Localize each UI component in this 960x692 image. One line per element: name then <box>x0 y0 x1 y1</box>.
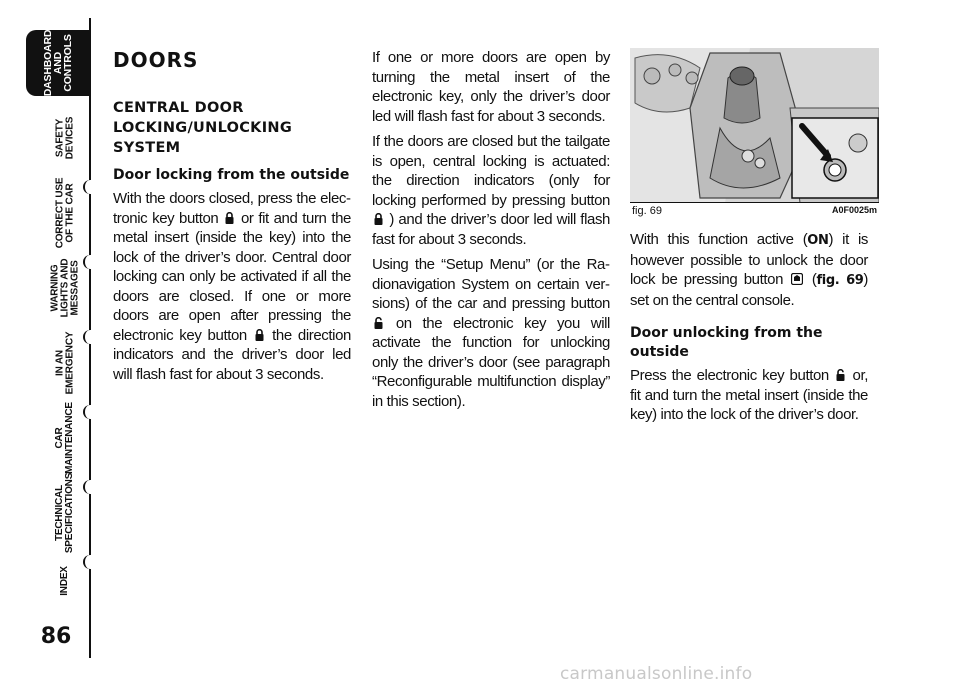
tab-warning-lights[interactable]: WARNING LIGHTS AND MESSAGES <box>49 258 80 318</box>
chapter-sidebar <box>0 0 104 692</box>
watermark: carmanualsonline.info <box>560 664 753 684</box>
tab-dashboard-and-controls[interactable]: DASHBOARD AND CONTROLS <box>26 30 90 96</box>
tab-technical-specifications[interactable]: TECHNICAL SPECIFICATIONS <box>54 472 76 554</box>
column-1 <box>113 48 351 390</box>
paragraph-setup-menu: Using the “Setup Menu” (or the Radionavigation System on certain versions) of the car and pressing button on the electronic key you will activate the function for unlocking only the driver’s door (see paragraph “Reconfigurable multifunction display” in this section). <box>372 256 610 410</box>
paragraph-unlocking: Press the electronic key button or, fit and turn the metal insert (inside the key) into the lock of the driver’s door. <box>630 367 868 423</box>
lock-icon <box>225 212 234 224</box>
door-unlock-icon <box>791 273 803 285</box>
page-number: 86 <box>40 624 72 649</box>
figure-console-image <box>630 48 879 203</box>
tab-safety-devices[interactable]: SAFETY DEVICES <box>53 116 75 160</box>
paragraph-metal-insert: If one or more doors are open by turning the metal insert of the electronic key, only the driver’s door led will flash fast for about 3 seconds. <box>372 49 610 125</box>
tab-car-maintenance[interactable]: CAR MAINTENANCE <box>54 402 75 474</box>
unlock-icon <box>836 369 845 381</box>
subheading-locking: Door locking from the outside <box>113 167 350 183</box>
tab-correct-use[interactable]: CORRECT USE OF THE CAR <box>54 177 75 249</box>
unlock-icon <box>374 317 383 329</box>
figure-caption: fig. 69 <box>632 205 662 217</box>
lock-icon <box>374 213 383 225</box>
lock-icon <box>255 329 264 341</box>
page-title: DOORS <box>113 48 199 72</box>
column-3 <box>630 230 868 431</box>
console-illustration <box>630 48 879 203</box>
paragraph-tailgate: If the doors are closed but the tailgate is open, central locking is actuated: the direction indicators (only for locking performed by pressing button ) and the driver’s door led will flash fast for about 3 seconds. <box>372 133 610 248</box>
subheading-unlocking: Door unlocking from the outside <box>630 325 823 360</box>
figure-code: A0F0025m <box>831 205 877 215</box>
column-2 <box>372 48 610 417</box>
tab-index[interactable]: INDEX <box>59 566 70 596</box>
section-heading: CENTRAL DOOR LOCKING/UNLOCKING SYSTEM <box>113 100 293 156</box>
figure-caption-bar <box>630 202 879 219</box>
paragraph-function-active: With this function active (ON) it is however possible to unlock the door lock be pressing button (fig. 69) set on the central console. <box>630 231 868 309</box>
paragraph-locking: With the doors closed, press the electronic key button or fit and turn the metal insert (inside the key) into the lock of the driver’s door. Central door locking can only be activated if all the doors are closed. If one or more doors are open after pressing the electronic key button the direction indicators and the driver’s door led will flash fast for about 3 seconds. <box>113 190 351 383</box>
tab-in-an-emergency[interactable]: IN AN EMERGENCY <box>54 331 75 395</box>
